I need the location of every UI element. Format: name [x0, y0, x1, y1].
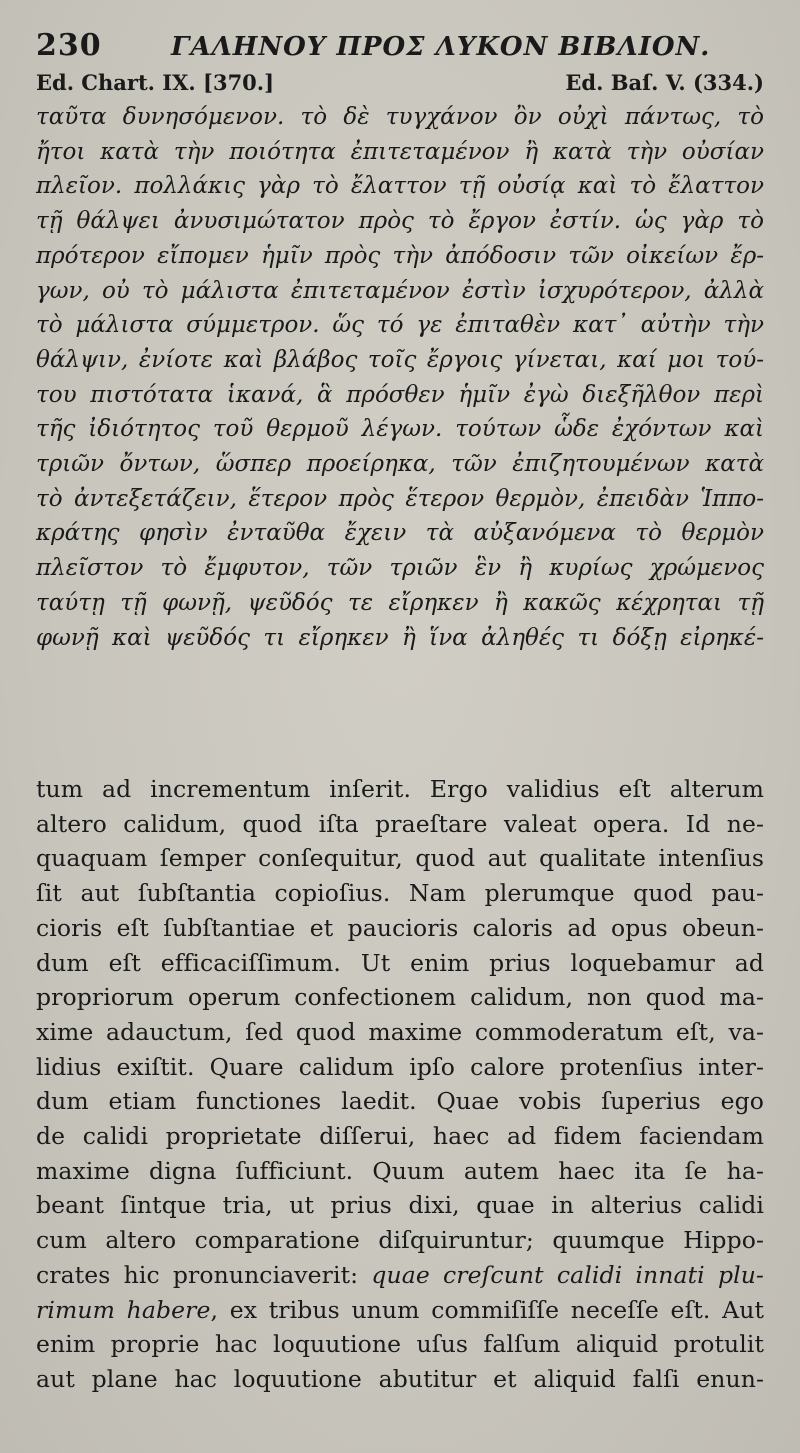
latin-text: xime adauctum, ſed quod maxime commoderatum eſt, va-	[36, 1017, 764, 1046]
latin-text: quaquam ſemper conſequitur, quod aut qualitate intenſius	[36, 844, 764, 873]
greek-line: τῇ θάλψει ἀνυσιμώτατον πρὸς τὸ ἔργον ἐστίν. ὡς γὰρ τὸ	[36, 208, 764, 235]
latin-line	[36, 1154, 764, 1189]
greek-line: ταύτῃ τῇ φωνῇ, ψεῦδός τε εἴρηκεν ἢ κακῶς κέχρηται τῇ	[36, 589, 764, 616]
latin-text: , ex tribus unum commiſiſſe neceſſe eſt. Aut	[210, 1295, 764, 1324]
latin-line	[36, 841, 764, 876]
latin-text: cum altero comparatione diſquiruntur; quumque Hippo-	[36, 1226, 764, 1255]
latin-line	[36, 1362, 764, 1397]
greek-line: του πιστότατα ἱκανά, ἃ πρόσθεν ἡμῖν ἐγὼ διεξῆλθον περὶ	[36, 381, 764, 408]
latin-line	[36, 1293, 764, 1328]
latin-line	[36, 1188, 764, 1223]
greek-line: πρότερον εἴπομεν ἡμῖν πρὸς τὴν ἀπόδοσιν τῶν οἰκείων ἔρ-	[36, 242, 764, 269]
greek-line: τὸ μάλιστα σύμμετρον. ὥς τό γε ἐπιταθὲν κατ᾽ αὐτὴν τὴν	[36, 312, 764, 339]
latin-line	[36, 911, 764, 946]
latin-text: ſit aut ſubſtantia copioſius. Nam plerumque quod pau-	[36, 879, 764, 908]
latin-text: altero calidum, quod iſta praeſtare valeat opera. Id ne-	[36, 809, 764, 838]
greek-line: ταῦτα δυνησόμενον. τὸ δὲ τυγχάνον ὂν οὐχὶ πάντως, τὸ	[36, 104, 764, 130]
greek-line: γων, οὐ τὸ μάλιστα ἐπιτεταμένον ἐστὶν ἰσχυρότερον, ἀλλὰ	[36, 277, 764, 304]
latin-text: propriorum operum confectionem calidum, non quod ma-	[36, 983, 764, 1012]
edition-basel: Ed. Baſ. V. (334.)	[565, 70, 764, 95]
latin-text: beant ſintque tria, ut prius dixi, quae in alterius calidi	[36, 1191, 764, 1220]
latin-line	[36, 1015, 764, 1050]
latin-line	[36, 1084, 764, 1119]
latin-line	[36, 1223, 764, 1258]
greek-line: τῆς ἰδιότητος τοῦ θερμοῦ λέγων. τούτων ὧδε ἐχόντων καὶ	[36, 416, 764, 443]
greek-line: πλεῖστον τὸ ἔμφυτον, τῶν τριῶν ἓν ἢ κυρίως χρώμενος	[36, 555, 764, 582]
running-head	[36, 28, 760, 68]
latin-line	[36, 807, 764, 842]
latin-italic-quote: rimum habere	[36, 1295, 211, 1324]
edition-reference	[36, 70, 764, 98]
latin-text: maxime digna ſufficiunt. Quum autem haec ita ſe ha-	[36, 1156, 764, 1185]
greek-line: τριῶν ὄντων, ὥσπερ προείρηκα, τῶν ἐπιζητουμένων κατὰ	[36, 451, 764, 478]
greek-line: πλεῖον. πολλάκις γὰρ τὸ ἔλαττον τῇ οὐσίᾳ καὶ τὸ ἔλαττον	[36, 173, 764, 200]
latin-text-block	[36, 772, 764, 1397]
latin-line	[36, 946, 764, 981]
greek-text-block	[36, 100, 764, 655]
latin-text: dum eſt efficaciſſimum. Ut enim prius loquebamur ad	[36, 948, 764, 977]
latin-line	[36, 1258, 764, 1293]
latin-text: dum etiam functiones laedit. Quae vobis ſuperius ego	[36, 1087, 764, 1116]
latin-line	[36, 772, 764, 807]
latin-line	[36, 1327, 764, 1362]
latin-line	[36, 1050, 764, 1085]
latin-italic-quote: quae creſcunt calidi innati plu-	[371, 1260, 764, 1289]
greek-line: φωνῇ καὶ ψεῦδός τι εἴρηκεν ἢ ἵνα ἀληθές τι δόξῃ εἰρηκέ-	[36, 624, 764, 651]
latin-text: de calidi proprietate diſſerui, haec ad fidem faciendam	[36, 1122, 764, 1151]
latin-text: tum ad incrementum inſerit. Ergo validius eſt alterum	[36, 775, 764, 803]
greek-line: κράτης φησὶν ἐνταῦθα ἔχειν τὰ αὐξανόμενα τὸ θερμὸν	[36, 520, 764, 547]
latin-text: aut plane hac loquutione abutitur et aliquid falſi enun-	[36, 1364, 764, 1393]
greek-line: ἤτοι κατὰ τὴν ποιότητα ἐπιτεταμένον ἢ κατὰ τὴν οὐσίαν	[36, 138, 764, 165]
latin-text: enim proprie hac loquutione uſus falſum aliquid protulit	[36, 1330, 764, 1359]
greek-line: τὸ ἀντεξετάζειν, ἕτερον πρὸς ἕτερον θερμὸν, ἐπειδὰν Ἱππο-	[36, 485, 764, 512]
greek-line: θάλψιν, ἐνίοτε καὶ βλάβος τοῖς ἔργοις γίνεται, καί μοι τού-	[36, 346, 764, 373]
latin-line	[36, 980, 764, 1015]
edition-chartier: Ed. Chart. IX. [370.]	[36, 70, 275, 95]
page-number: 230	[36, 28, 102, 63]
latin-text: lidius exiſtit. Quare calidum ipſo calore protenſius inter-	[36, 1052, 764, 1081]
latin-text: cioris eſt ſubſtantiae et paucioris caloris ad opus obeun-	[36, 913, 764, 942]
latin-line	[36, 876, 764, 911]
running-title: ΓΑΛΗΝΟΥ ΠΡΟΣ ΛΥΚΟΝ ΒΙΒΛΙΟΝ.	[171, 32, 711, 62]
latin-text: crates hic pronunciaverit:	[36, 1260, 372, 1289]
latin-line	[36, 1119, 764, 1154]
